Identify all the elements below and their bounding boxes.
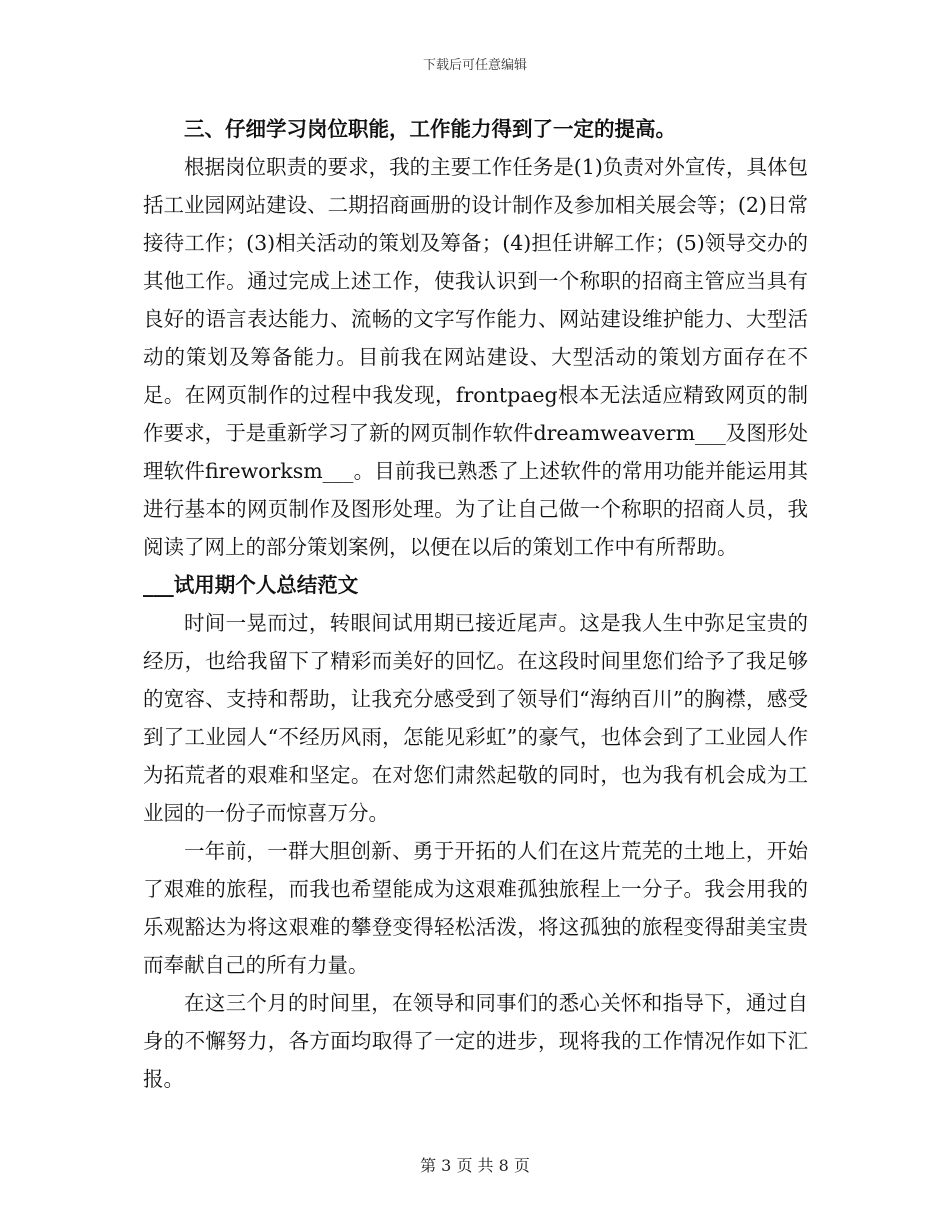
page-header: 下载后可任意编辑: [422, 58, 527, 73]
article-paragraph-1: 时间一晃而过，转眼间试用期已接近尾声。这是我人生中弥足宝贵的经历，也给我留下了精彩而美好的回忆。在这段时间里您们给予了我足够的宽容、支持和帮助，让我充分感受到了领导们“海纳百川”的胸襟，感受到了工业园人“不经历风雨，怎能见彩虹”的豪气，也体会到了工业园人作为拓荒者的艰难和坚定。在对您们肃然起敬的同时，也为我有机会成为工业园的一份子而惊喜万分。: [143, 611, 808, 825]
article-title: ___试用期个人总结范文: [143, 573, 359, 597]
page-number: 第 3 页 共 8 页: [420, 1156, 530, 1175]
article-paragraph-3: 在这三个月的时间里，在领导和同事们的悉心关怀和指导下，通过自身的不懈努力，各方面均取得了一定的进步，现将我的工作情况作如下汇报。: [143, 991, 808, 1091]
article-paragraph-2: 一年前，一群大胆创新、勇于开拓的人们在这片荒芜的土地上，开始了艰难的旅程，而我也希望能成为这艰难孤独旅程上一分子。我会用我的乐观豁达为将这艰难的攀登变得轻松活泼，将这孤独的旅程变得甜美宝贵而奉献自己的所有力量。: [143, 839, 808, 977]
section-heading: 三、仔细学习岗位职能，工作能力得到了一定的提高。: [184, 117, 676, 141]
document-body: [143, 110, 808, 1098]
section-paragraph: 根据岗位职责的要求，我的主要工作任务是(1)负责对外宣传，具体包括工业园网站建设、二期招商画册的设计制作及参加相关展会等；(2)日常接待工作；(3)相关活动的策划及筹备；(4)担任讲解工作；(5)领导交办的其他工作。通过完成上述工作，使我认识到一个称职的招商主管应当具有良好的语言表达能力、流畅的文字写作能力、网站建设维护能力、大型活动的策划及筹备能力。目前我在网站建设、大型活动的策划方面存在不足。在网页制作的过程中我发现，frontpaeg根本无法适应精致网页的制作要求，于是重新学习了新的网页制作软件dreamweaverm___及图形处理软件fireworksm___。目前我已熟悉了上述软件的常用功能并能运用其进行基本的网页制作及图形处理。为了让自己做一个称职的招商人员，我阅读了网上的部分策划案例，以便在以后的策划工作中有所帮助。: [143, 155, 808, 559]
